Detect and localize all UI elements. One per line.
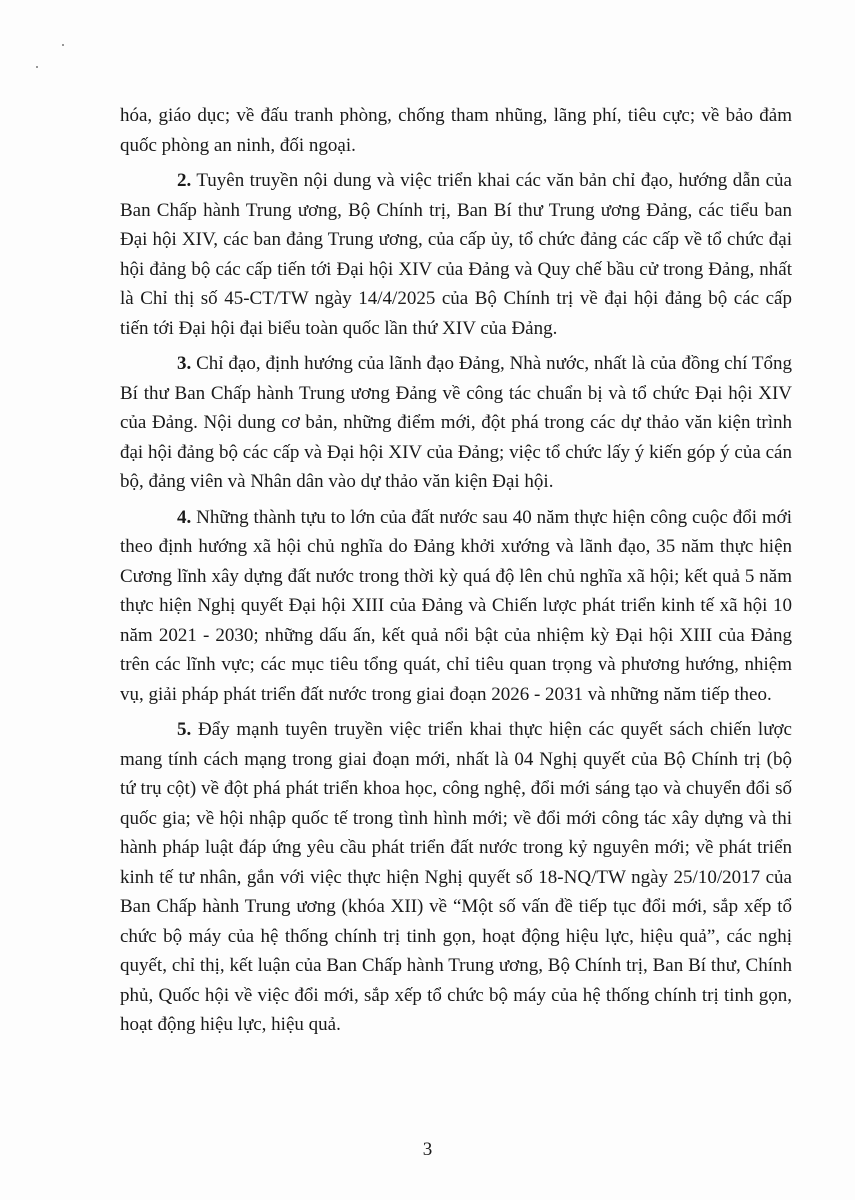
paragraph-number: 2. [177, 170, 192, 191]
paragraph-text: Chỉ đạo, định hướng của lãnh đạo Đảng, Nhà nước, nhất là của đồng chí Tổng Bí thư Ban Chấp hành Trung ương Đảng về công tác chuẩn bị và tổ chức Đại hội XIV của Đảng. Nội dung cơ bản, những điểm mới, đột phá trong các dự thảo văn kiện trình đại hội đảng bộ các cấp và Đại hội XIV của Đảng; việc tổ chức lấy ý kiến góp ý của cán bộ, đảng viên và Nhân dân vào dự thảo văn kiện Đại hội. [120, 353, 792, 492]
paragraph-text: hóa, giáo dục; về đấu tranh phòng, chống tham nhũng, lãng phí, tiêu cực; về bảo đảm quốc phòng an ninh, đối ngoại. [120, 105, 792, 156]
paragraph-continuation [120, 101, 792, 160]
paragraph-item-2 [120, 166, 792, 343]
page-number: 3 [422, 1139, 433, 1160]
paragraph-number: 4. [177, 506, 192, 528]
scan-speck [62, 44, 64, 46]
paragraph-text: Những thành tựu to lớn của đất nước sau 40 năm thực hiện công cuộc đổi mới theo định hướng xã hội chủ nghĩa do Đảng khởi xướng và lãnh đạo, 35 năm thực hiện Cương lĩnh xây dựng đất nước trong thời kỳ quá độ lên chủ nghĩa xã hội; kết quả 5 năm thực hiện Nghị quyết Đại hội XIII của Đảng và Chiến lược phát triển kinh tế xã hội 10 năm 2021 - 2030; những dấu ấn, kết quả nổi bật của nhiệm kỳ Đại hội XIII của Đảng trên các lĩnh vực; các mục tiêu tổng quát, chỉ tiêu quan trọng và phương hướng, nhiệm vụ, giải pháp phát triển đất nước trong giai đoạn 2026 - 2031 và những năm tiếp theo. [120, 506, 792, 705]
paragraph-item-3 [120, 349, 792, 497]
paragraph-number: 5. [177, 719, 192, 740]
scan-speck [36, 66, 38, 68]
paragraph-item-4 [120, 503, 792, 710]
paragraph-item-5 [120, 715, 792, 1040]
document-body [120, 101, 792, 1046]
paragraph-text: Đẩy mạnh tuyên truyền việc triển khai thực hiện các quyết sách chiến lược mang tính cách mạng trong giai đoạn mới, nhất là 04 Nghị quyết của Bộ Chính trị (bộ tứ trụ cột) về đột phá phát triển khoa học, công nghệ, đổi mới sáng tạo và chuyển đổi số quốc gia; về hội nhập quốc tế trong tình hình mới; về đổi mới công tác xây dựng và thi hành pháp luật đáp ứng yêu cầu phát triển đất nước trong kỷ nguyên mới; về phát triển kinh tế tư nhân, gắn với việc thực hiện Nghị quyết số 18-NQ/TW ngày 25/10/2017 của Ban Chấp hành Trung ương (khóa XII) về “Một số vấn đề tiếp tục đổi mới, sắp xếp tổ chức bộ máy của hệ thống chính trị tinh gọn, hoạt động hiệu lực, hiệu quả”, các nghị quyết, chỉ thị, kết luận của Ban Chấp hành Trung ương, Bộ Chính trị, Ban Bí thư, Chính phủ, Quốc hội về việc đổi mới, sắp xếp tổ chức bộ máy của hệ thống chính trị tinh gọn, hoạt động hiệu lực, hiệu quả. [120, 719, 792, 1035]
paragraph-text: Tuyên truyền nội dung và việc triển khai các văn bản chỉ đạo, hướng dẫn của Ban Chấp hành Trung ương, Bộ Chính trị, Ban Bí thư Trung ương Đảng, các tiểu ban Đại hội XIV, các ban đảng Trung ương, của cấp ủy, tổ chức đảng các cấp về tổ chức đại hội đảng bộ các cấp tiến tới Đại hội XIV của Đảng và Quy chế bầu cử trong Đảng, nhất là Chỉ thị số 45-CT/TW ngày 14/4/2025 của Bộ Chính trị về đại hội đảng bộ các cấp tiến tới Đại hội đại biểu toàn quốc lần thứ XIV của Đảng. [120, 170, 792, 339]
paragraph-number: 3. [177, 353, 192, 374]
